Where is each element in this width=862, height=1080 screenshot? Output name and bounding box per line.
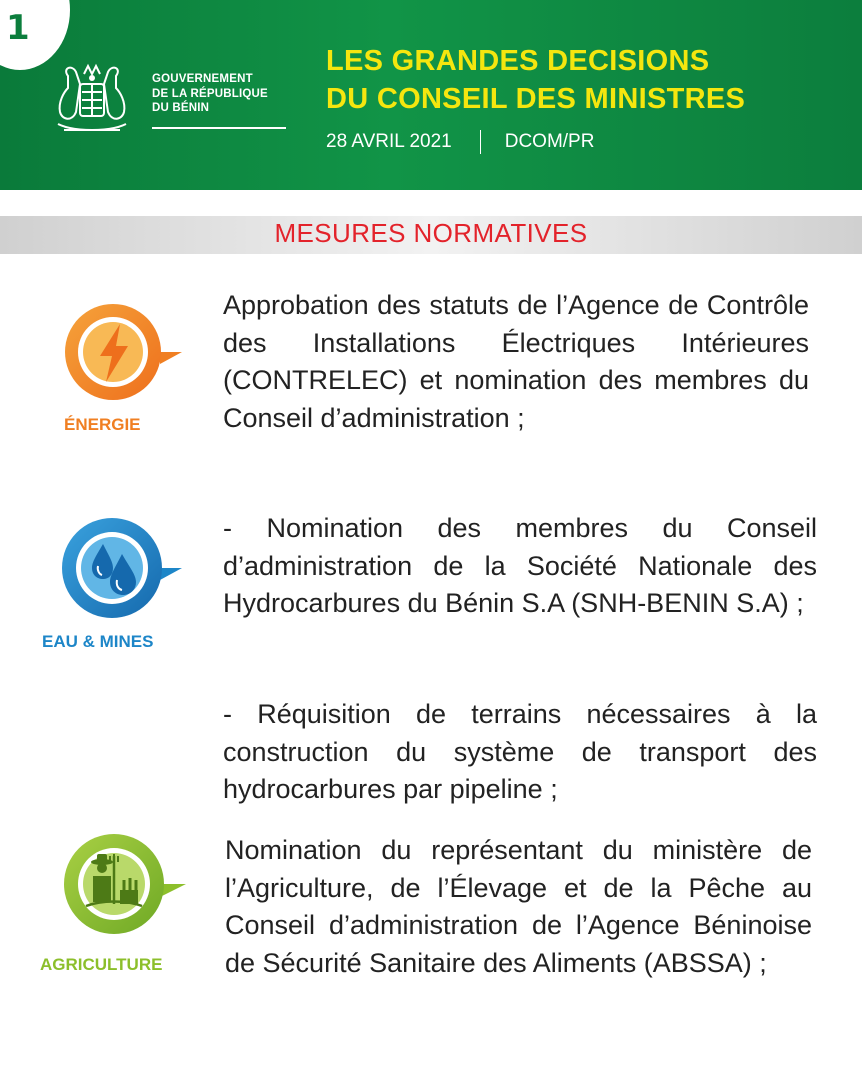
- lightning-icon: [50, 302, 186, 402]
- measure-text: Nomination du représentant du ministère de l’Agriculture, de l’Élevage et de la Pêche au Conseil d’administration de l’Agence Béninoise de Sécurité Sanitaire des Aliments (ABSSA) ;: [225, 835, 812, 978]
- gov-line: GOUVERNEMENT: [152, 73, 253, 85]
- measure-text: - Réquisition de terrains nécessaires à la construction du système de transport des hydrocarbures par pipeline ;: [223, 699, 817, 804]
- title-line: DU CONSEIL DES MINISTRES: [326, 83, 746, 115]
- gov-line: DE LA RÉPUBLIQUE: [152, 87, 268, 100]
- gov-line: DU BÉNIN: [152, 102, 210, 114]
- title-line: LES GRANDES DECISIONS: [326, 45, 710, 77]
- measure-text: - Nomination des membres du Conseil d’administration de la Société Nationale des Hydrocarbures du Bénin S.A (SNH-BENIN S.A) ;: [223, 513, 817, 618]
- category-label-agriculture: AGRICULTURE: [40, 955, 163, 974]
- source: DCOM/PR: [504, 131, 595, 153]
- government-label: [152, 72, 268, 116]
- farmer-icon: [50, 832, 190, 936]
- divider: [480, 130, 481, 154]
- header-banner: [0, 0, 862, 190]
- gov-underline: [152, 127, 286, 129]
- page-title: [326, 42, 745, 118]
- measure-text: Approbation des statuts de l’Agence de Contrôle des Installations Électriques Intérieures (CONTRELEC) et nomination des membres du Conseil d’administration ;: [223, 290, 809, 433]
- date-source-line: [326, 130, 594, 154]
- benin-coat-of-arms-icon: [48, 62, 136, 140]
- date: 28 AVRIL 2021: [326, 131, 452, 153]
- section-title: MESURES NORMATIVES: [274, 218, 588, 248]
- category-label-eau-mines: EAU & MINES: [42, 632, 154, 651]
- page-number: 1: [6, 8, 30, 48]
- water-drops-icon: [46, 516, 186, 620]
- category-label-energie: ÉNERGIE: [64, 415, 141, 434]
